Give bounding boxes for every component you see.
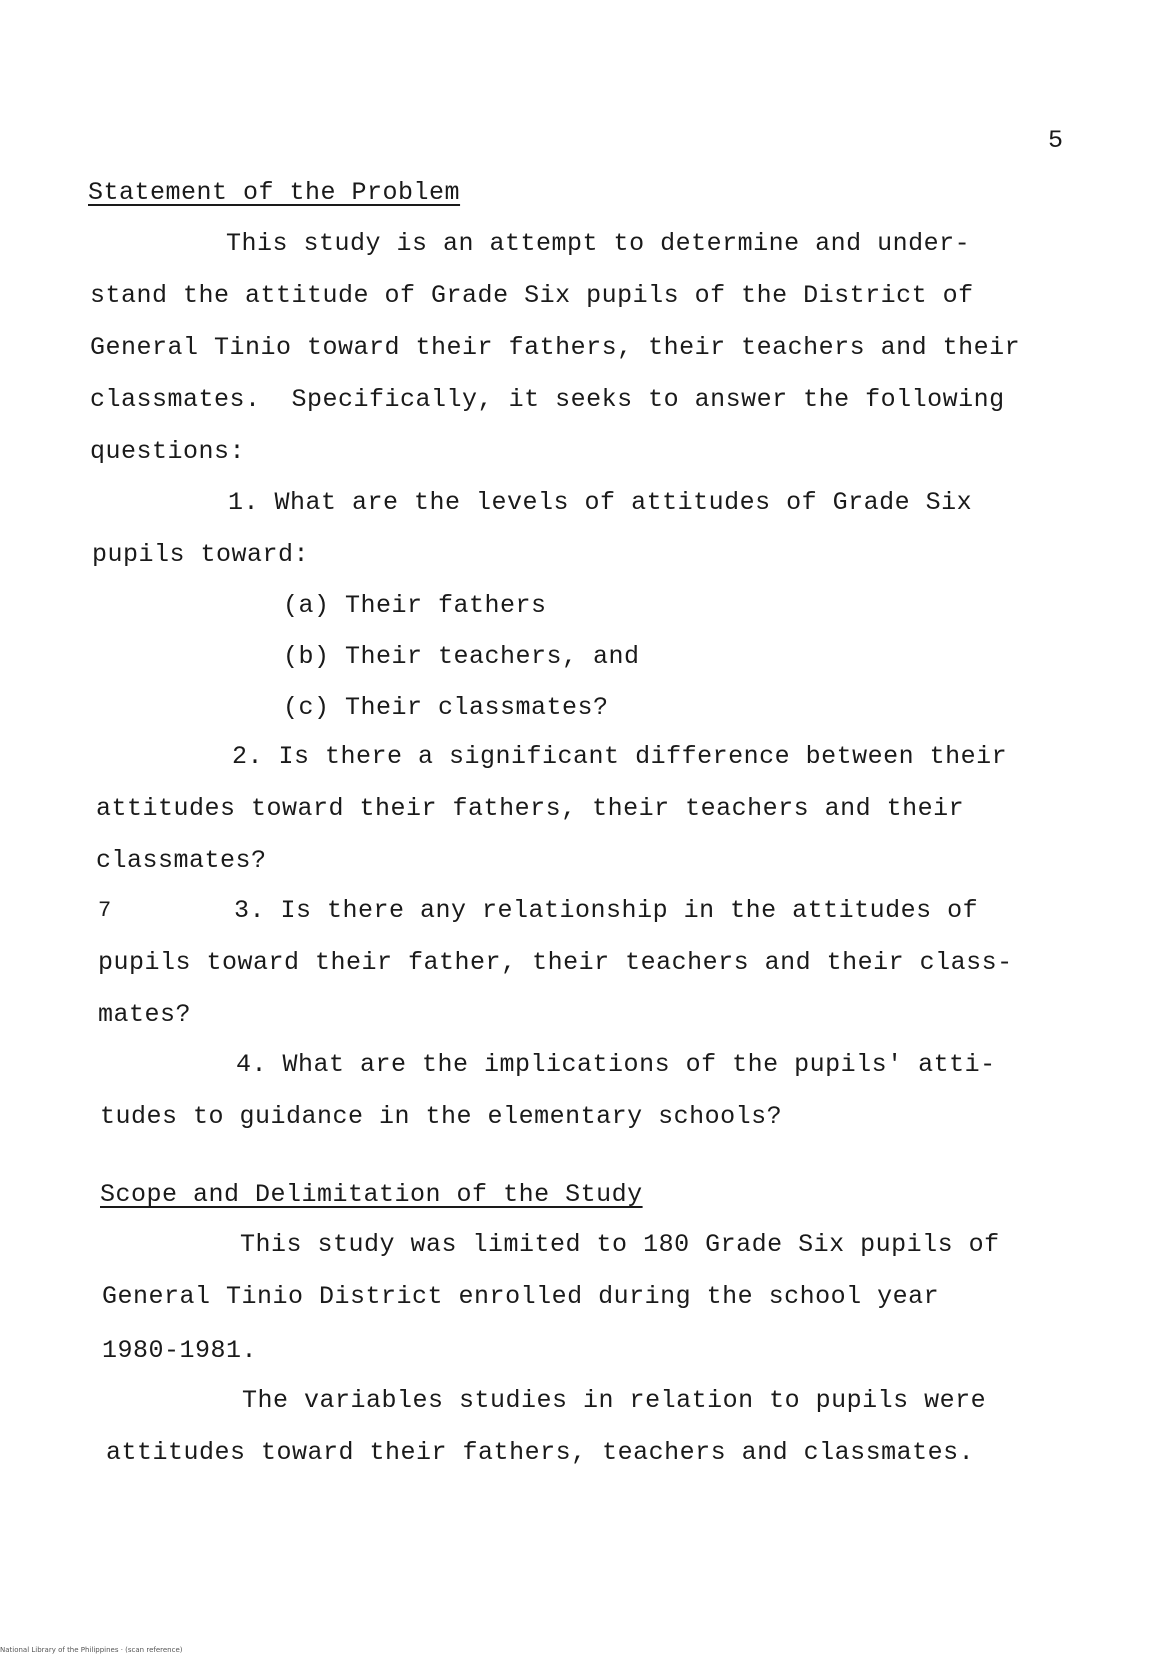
text-line: questions: <box>90 437 246 466</box>
question-1-subitem: (a) Their fathers <box>283 591 547 620</box>
text-line: attitudes toward their fathers, teachers and classmates. <box>106 1438 975 1467</box>
text-line: classmates. Specifically, it seeks to answer the following <box>90 385 1005 414</box>
text-line: General Tinio toward their fathers, their teachers and their <box>90 333 1021 362</box>
page-number: 5 <box>1048 126 1064 155</box>
question-3-line: pupils toward their father, their teachers and their class- <box>98 948 1013 977</box>
text-line: General Tinio District enrolled during the school year <box>102 1282 940 1311</box>
question-1-subitem: (c) Their classmates? <box>283 693 609 722</box>
question-3-line: 3. Is there any relationship in the attitudes of <box>234 896 979 925</box>
footer-stamp: National Library of the Philippines · (scan reference) <box>0 1646 183 1654</box>
question-2-line: 2. Is there a significant difference between their <box>232 742 1008 771</box>
question-2-line: classmates? <box>96 846 267 875</box>
text-line: This study is an attempt to determine and under- <box>226 229 971 258</box>
question-3-line: mates? <box>98 1000 192 1029</box>
text-line: stand the attitude of Grade Six pupils of the District of <box>90 281 974 310</box>
question-1-subitem: (b) Their teachers, and <box>283 642 640 671</box>
question-1-line: pupils toward: <box>92 540 310 569</box>
question-2-line: attitudes toward their fathers, their teachers and their <box>96 794 965 823</box>
text-line: 1980-1981. <box>102 1336 258 1365</box>
question-4-line: tudes to guidance in the elementary schools? <box>100 1102 783 1131</box>
heading-statement-of-problem: Statement of the Problem <box>88 178 461 207</box>
text-line: The variables studies in relation to pupils were <box>242 1386 987 1415</box>
margin-mark: 7 <box>98 898 112 923</box>
question-1-line: 1. What are the levels of attitudes of Grade Six <box>228 488 973 517</box>
heading-scope-and-delimitation: Scope and Delimitation of the Study <box>100 1180 643 1209</box>
text-line: This study was limited to 180 Grade Six pupils of <box>240 1230 1000 1259</box>
question-4-line: 4. What are the implications of the pupils' atti- <box>236 1050 996 1079</box>
